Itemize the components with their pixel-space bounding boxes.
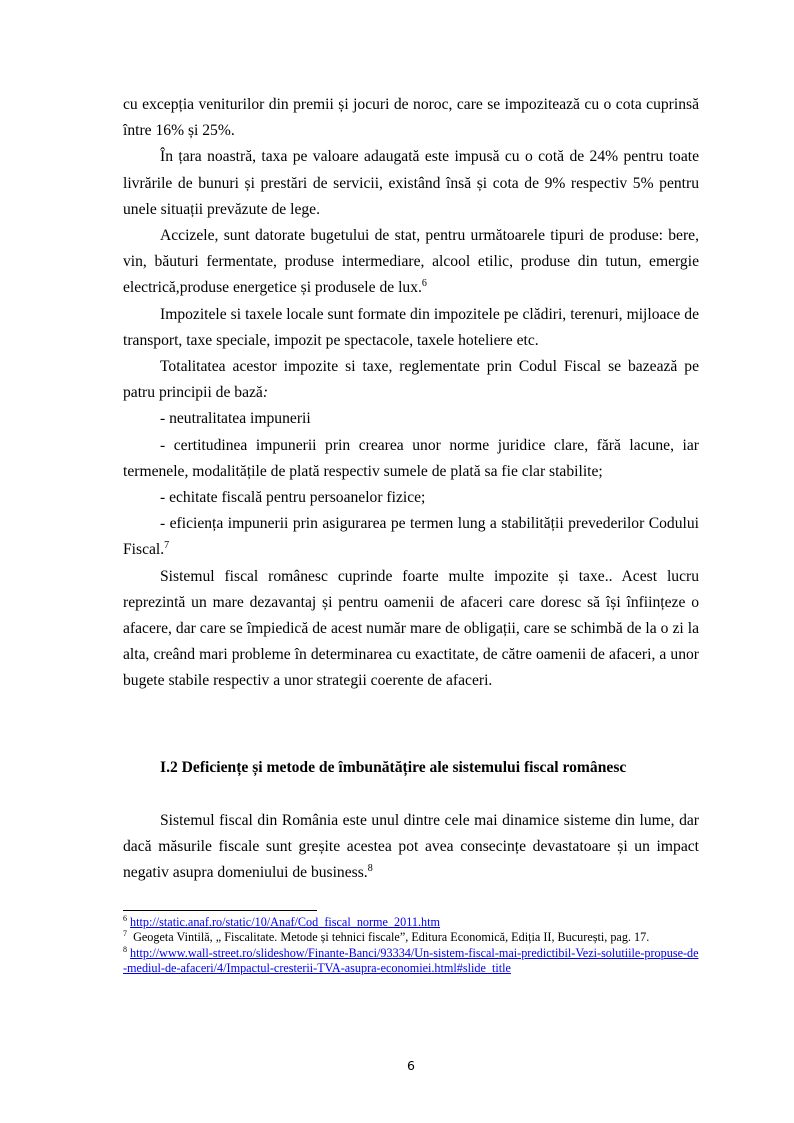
paragraph-accize — [123, 223, 699, 302]
paragraph-principii — [123, 354, 699, 406]
paragraph-accize-text: Accizele, sunt datorate bugetului de stat, pentru următoarele tipuri de produse: bere, vin, băuturi fermentate, produse intermediare, alcool etilic, produse din tutun, emergie electrică,produse energetice și produsele de lux. — [123, 227, 699, 297]
footnote-6 — [123, 915, 699, 930]
paragraph-principii-text: Totalitatea acestor impozite si taxe, reglementate prin Codul Fiscal se bazează pe patru principii de bază — [123, 358, 699, 402]
final-text — [123, 808, 699, 887]
footnote-8 — [123, 946, 699, 977]
footnote-ref-7[interactable]: 7 — [164, 540, 170, 552]
footnote-number: 6 — [123, 913, 127, 923]
body-text — [123, 92, 699, 695]
footnote-ref-6[interactable]: 6 — [421, 278, 427, 290]
section-heading: I.2 Deficiențe și metode de îmbunătățire ale sistemului fiscal românesc — [160, 759, 627, 776]
list-item — [123, 511, 699, 563]
footnotes — [123, 915, 699, 977]
list-item: - certitudinea impunerii prin crearea unor norme juridice clare, fără lacune, iar termenele, modalitățile de plată respectiv sumele de plată sa fie clar stabilite; — [123, 436, 699, 480]
paragraph-sistem-fiscal: Sistemul fiscal românesc cuprinde foarte multe impozite și taxe.. Acest lucru reprezintă un mare dezavantaj și pentru oamenii de afaceri care doresc să își înființeze o afacere, dar care se împiedică de acest număr mare de obligații, care se schimbă de la o zi la alta, creând mari probleme în determinarea cu exactitate, de către oamenii de afaceri, a unor bugete stabile respectiv a unor strategii coerente de afaceri. — [123, 567, 699, 690]
page-number: 6 — [407, 1058, 415, 1073]
footnote-separator — [123, 910, 317, 911]
list-item: - neutralitatea impunerii — [160, 410, 311, 428]
footnote-number: 8 — [123, 944, 127, 954]
paragraph-taxe-locale: Impozitele si taxele locale sunt formate din impozitele pe clădiri, terenuri, mijloace de transport, taxe speciale, impozit pe spectacole, taxele hoteliere etc. — [123, 305, 699, 349]
list-item-text: - eficiența impunerii prin asigurarea pe termen lung a stabilității prevederilor Codului Fiscal. — [123, 515, 699, 559]
paragraph-continuation: cu excepția veniturilor din premii și jocuri de noroc, care se impozitează cu o cota cuprinsă între 16% și 25%. — [123, 96, 699, 140]
paragraph-dinamic-text: Sistemul fiscal din România este unul dintre cele mai dinamice sisteme din lume, dar dacă măsurile fiscale sunt greșite acestea pot avea consecințe devastatoare și un impact negativ asupra domeniului de business. — [123, 812, 699, 882]
paragraph-tva: În țara noastră, taxa pe valoare adaugată este impusă cu o cotă de 24% pentru toate livrările de bunuri și prestări de servicii, existând însă și cota de 9% respectiv 5% pentru unele situații prevăzute de lege. — [123, 148, 699, 218]
footnote-link[interactable]: http://static.anaf.ro/static/10/Anaf/Cod_fiscal_norme_2011.htm — [130, 915, 440, 929]
paragraph-dinamic — [123, 808, 699, 887]
footnote-7 — [123, 930, 699, 945]
footnote-number: 7 — [123, 929, 127, 939]
paragraph-principii-colon: : — [262, 384, 269, 402]
footnote-ref-8[interactable]: 8 — [367, 863, 373, 875]
list-item: - echitate fiscală pentru persoanelor fizice; — [160, 489, 426, 507]
footnote-text: Geogeta Vintilă, „ Fiscalitate. Metode și tehnici fiscale”, Editura Economică, Ediția II, București, pag. 17. — [127, 930, 650, 945]
footnote-link[interactable]: http://www.wall-street.ro/slideshow/Finante-Banci/93334/Un-sistem-fiscal-mai-predictibil-Vezi-solutiile-propuse-de-mediul-de-afaceri/4/Impactul-cresterii-TVA-asupra-economiei.html#slide_title — [123, 945, 699, 976]
